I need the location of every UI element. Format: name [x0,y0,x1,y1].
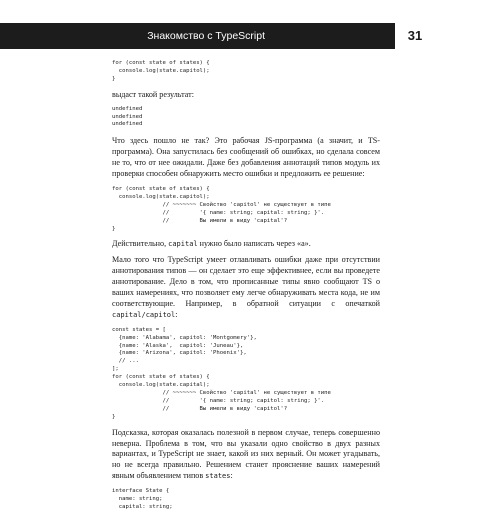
text-run: Подсказка, которая оказалась полезной в первом случае, теперь совершенно неверна. Проблема в том, что вы указали одно свойство в двух разных вариантах, и TypeScript не знает, какой из них верный. Он может угадывать, но не всегда правильно. Решением станет прояснение ваших намерений явным объявлением типов [112,427,380,481]
page-body [112,60,380,510]
code-block-interface: interface State { name: string; capital: string; [112,488,173,510]
paragraph-annotations [112,255,380,320]
code-block-states: const states = [ {name: 'Alabama', capitol: 'Montgomery'}, {name: 'Alaska', capitol: 'Juneau'}, {name: 'Arizona', capitol: 'Phoenix'}, // ... ]; for (const state of states) { console.log(state.capital); // ~~~~~~~ Свойство 'capital' не существует в типе // '{ name: string; capitol: string; }'. // Вы имели в виду 'capitol'? } [112,326,331,420]
page-number: 31 [407,28,423,43]
running-header [0,23,500,49]
inline-code: capital [168,240,198,249]
header-bar [0,23,395,49]
code-block-output: undefined undefined undefined [112,105,143,128]
paragraph-what-went-wrong: Что здесь пошло не так? Это рабочая JS-программа (а значит, и TS-программа). Она запустилась без сообщений об ошибках, но сделала совсем не то, что от нее ожидали. Даже без добавления аннотаций типов модуль их проверки способен обнаружить место ошибки и предложить ее решение: [112,136,380,179]
paragraph-hint [112,428,380,483]
text-run: : [230,471,233,481]
paragraph-output-intro: выдаст такой результат: [112,89,194,99]
text-run: нужно было написать через «а». [197,239,311,249]
inline-code: capital/capitol [112,310,176,319]
text-run: Действительно, [112,239,169,249]
text-run: Мало того что TypeScript умеет отлавливать ошибки даже при отсутствии аннотирования типов — он сделает это еще эффективнее, если вы проведете аннотирование. Дело в том, что прописанные типы явно сообщают TS о ваших намерениях, что позволяет ему легче обнаруживать места кода, не им соответствующие. Например, в обратной ситуации с опечаткой [112,255,380,308]
chapter-title: Знакомство с TypeScript [147,30,265,42]
inline-code: states [205,472,231,481]
paragraph-indeed [112,239,380,250]
text-run: : [175,309,178,319]
code-block-error-capitol: for (const state of states) { console.log(state.capitol); // ~~~~~~~ Свойство 'capitol' не существует в типе // '{ name: string; capital: string; }'. // Вы имели в виду 'capital'? } [112,185,331,232]
code-block-loop: for (const state of states) { console.log(state.capitol); } [112,60,210,82]
